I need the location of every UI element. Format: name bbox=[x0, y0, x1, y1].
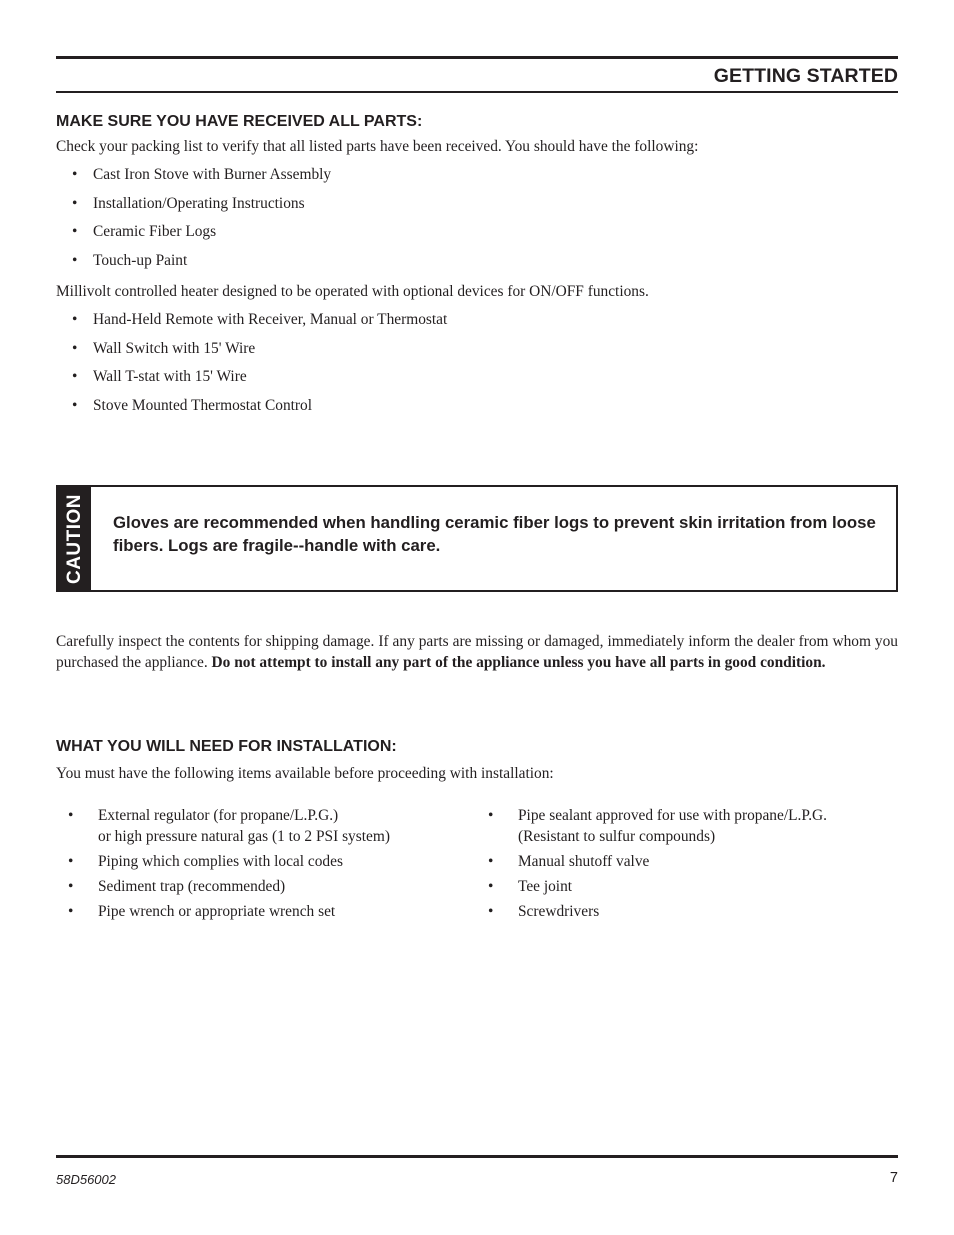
header-bottom-rule bbox=[56, 91, 898, 93]
list-item-text: Wall T-stat with 15' Wire bbox=[93, 368, 247, 386]
list-item-text: Pipe sealant approved for use with propane/L.P.G. bbox=[518, 807, 828, 824]
bullet-icon: • bbox=[488, 852, 494, 870]
list-item bbox=[476, 902, 896, 923]
list-item-text-continued: or high pressure natural gas (1 to 2 PSI system) bbox=[98, 827, 390, 845]
inspect-paragraph bbox=[56, 632, 898, 673]
bullet-icon: • bbox=[488, 807, 494, 824]
inspect-warning: Do not attempt to install any part of the appliance unless you have all parts in good condition. bbox=[211, 653, 826, 671]
list-item bbox=[476, 877, 896, 898]
list-item-text: Touch-up Paint bbox=[93, 252, 188, 270]
list-item bbox=[56, 852, 476, 873]
list-item bbox=[56, 251, 331, 280]
bullet-icon: • bbox=[488, 903, 494, 921]
caution-label: CAUTION bbox=[63, 493, 85, 584]
bullet-icon: • bbox=[72, 339, 78, 357]
bullet-icon: • bbox=[488, 878, 494, 896]
document-number: 58D56002 bbox=[56, 1172, 116, 1187]
bullet-icon: • bbox=[72, 397, 78, 415]
list-item-text: Screwdrivers bbox=[518, 903, 600, 921]
list-item bbox=[56, 396, 447, 425]
list-item bbox=[56, 165, 331, 194]
inspect-text: Carefully inspect the contents for shipping damage. If any parts are missing or damaged, immediately inform the dealer from whom you purchased the appliance. bbox=[56, 633, 898, 671]
parts-heading: MAKE SURE YOU HAVE RECEIVED ALL PARTS: bbox=[56, 113, 423, 130]
list-item bbox=[56, 367, 447, 396]
bullet-icon: • bbox=[72, 223, 78, 241]
list-item bbox=[56, 806, 476, 847]
installation-list-left bbox=[56, 806, 476, 928]
installation-intro: You must have the following items available before proceeding with installation: bbox=[56, 765, 554, 782]
bullet-icon: • bbox=[68, 852, 74, 870]
list-item-text-continued: (Resistant to sulfur compounds) bbox=[518, 827, 716, 845]
list-item-text: Pipe wrench or appropriate wrench set bbox=[98, 903, 336, 921]
bullet-icon: • bbox=[72, 368, 78, 386]
bullet-icon: • bbox=[68, 878, 74, 896]
bullet-icon: • bbox=[72, 166, 78, 183]
list-item bbox=[476, 852, 896, 873]
bullet-icon: • bbox=[68, 903, 74, 921]
header-top-rule bbox=[56, 56, 898, 59]
list-item bbox=[56, 310, 447, 339]
list-item-text: Manual shutoff valve bbox=[518, 852, 650, 870]
bullet-icon: • bbox=[68, 807, 74, 824]
list-item-text: Stove Mounted Thermostat Control bbox=[93, 397, 313, 415]
list-item-text: Cast Iron Stove with Burner Assembly bbox=[93, 166, 332, 183]
list-item bbox=[476, 806, 896, 847]
list-item-text: Piping which complies with local codes bbox=[98, 852, 343, 870]
caution-text: Gloves are recommended when handling ceramic fiber logs to prevent skin irritation from loose fibers. Logs are fragile--handle with care. bbox=[113, 513, 876, 555]
page-number: 7 bbox=[889, 1170, 898, 1186]
caution-box bbox=[56, 485, 898, 592]
caution-tab bbox=[58, 487, 91, 590]
page-title: GETTING STARTED bbox=[713, 65, 898, 87]
list-item-text: External regulator (for propane/L.P.G.) bbox=[98, 807, 339, 824]
list-item bbox=[56, 902, 476, 923]
millivolt-note: Millivolt controlled heater designed to be operated with optional devices for ON/OFF functions. bbox=[56, 283, 649, 300]
bullet-icon: • bbox=[72, 194, 78, 212]
list-item bbox=[56, 877, 476, 898]
list-item-text: Installation/Operating Instructions bbox=[93, 194, 305, 212]
list-item-text: Tee joint bbox=[518, 878, 573, 896]
list-item-text: Wall Switch with 15' Wire bbox=[93, 339, 256, 357]
parts-list bbox=[56, 165, 331, 280]
list-item-text: Hand-Held Remote with Receiver, Manual or Thermostat bbox=[93, 311, 448, 328]
optional-devices-list bbox=[56, 310, 447, 425]
footer-rule bbox=[56, 1155, 898, 1158]
list-item bbox=[56, 339, 447, 368]
installation-list-right bbox=[476, 806, 896, 928]
list-item-text: Sediment trap (recommended) bbox=[98, 878, 286, 896]
list-item bbox=[56, 194, 331, 223]
installation-heading: WHAT YOU WILL NEED FOR INSTALLATION: bbox=[56, 738, 397, 755]
list-item-text: Ceramic Fiber Logs bbox=[93, 223, 217, 241]
list-item bbox=[56, 222, 331, 251]
bullet-icon: • bbox=[72, 252, 78, 270]
parts-intro: Check your packing list to verify that all listed parts have been received. You should have the following: bbox=[56, 138, 699, 155]
bullet-icon: • bbox=[72, 311, 78, 328]
